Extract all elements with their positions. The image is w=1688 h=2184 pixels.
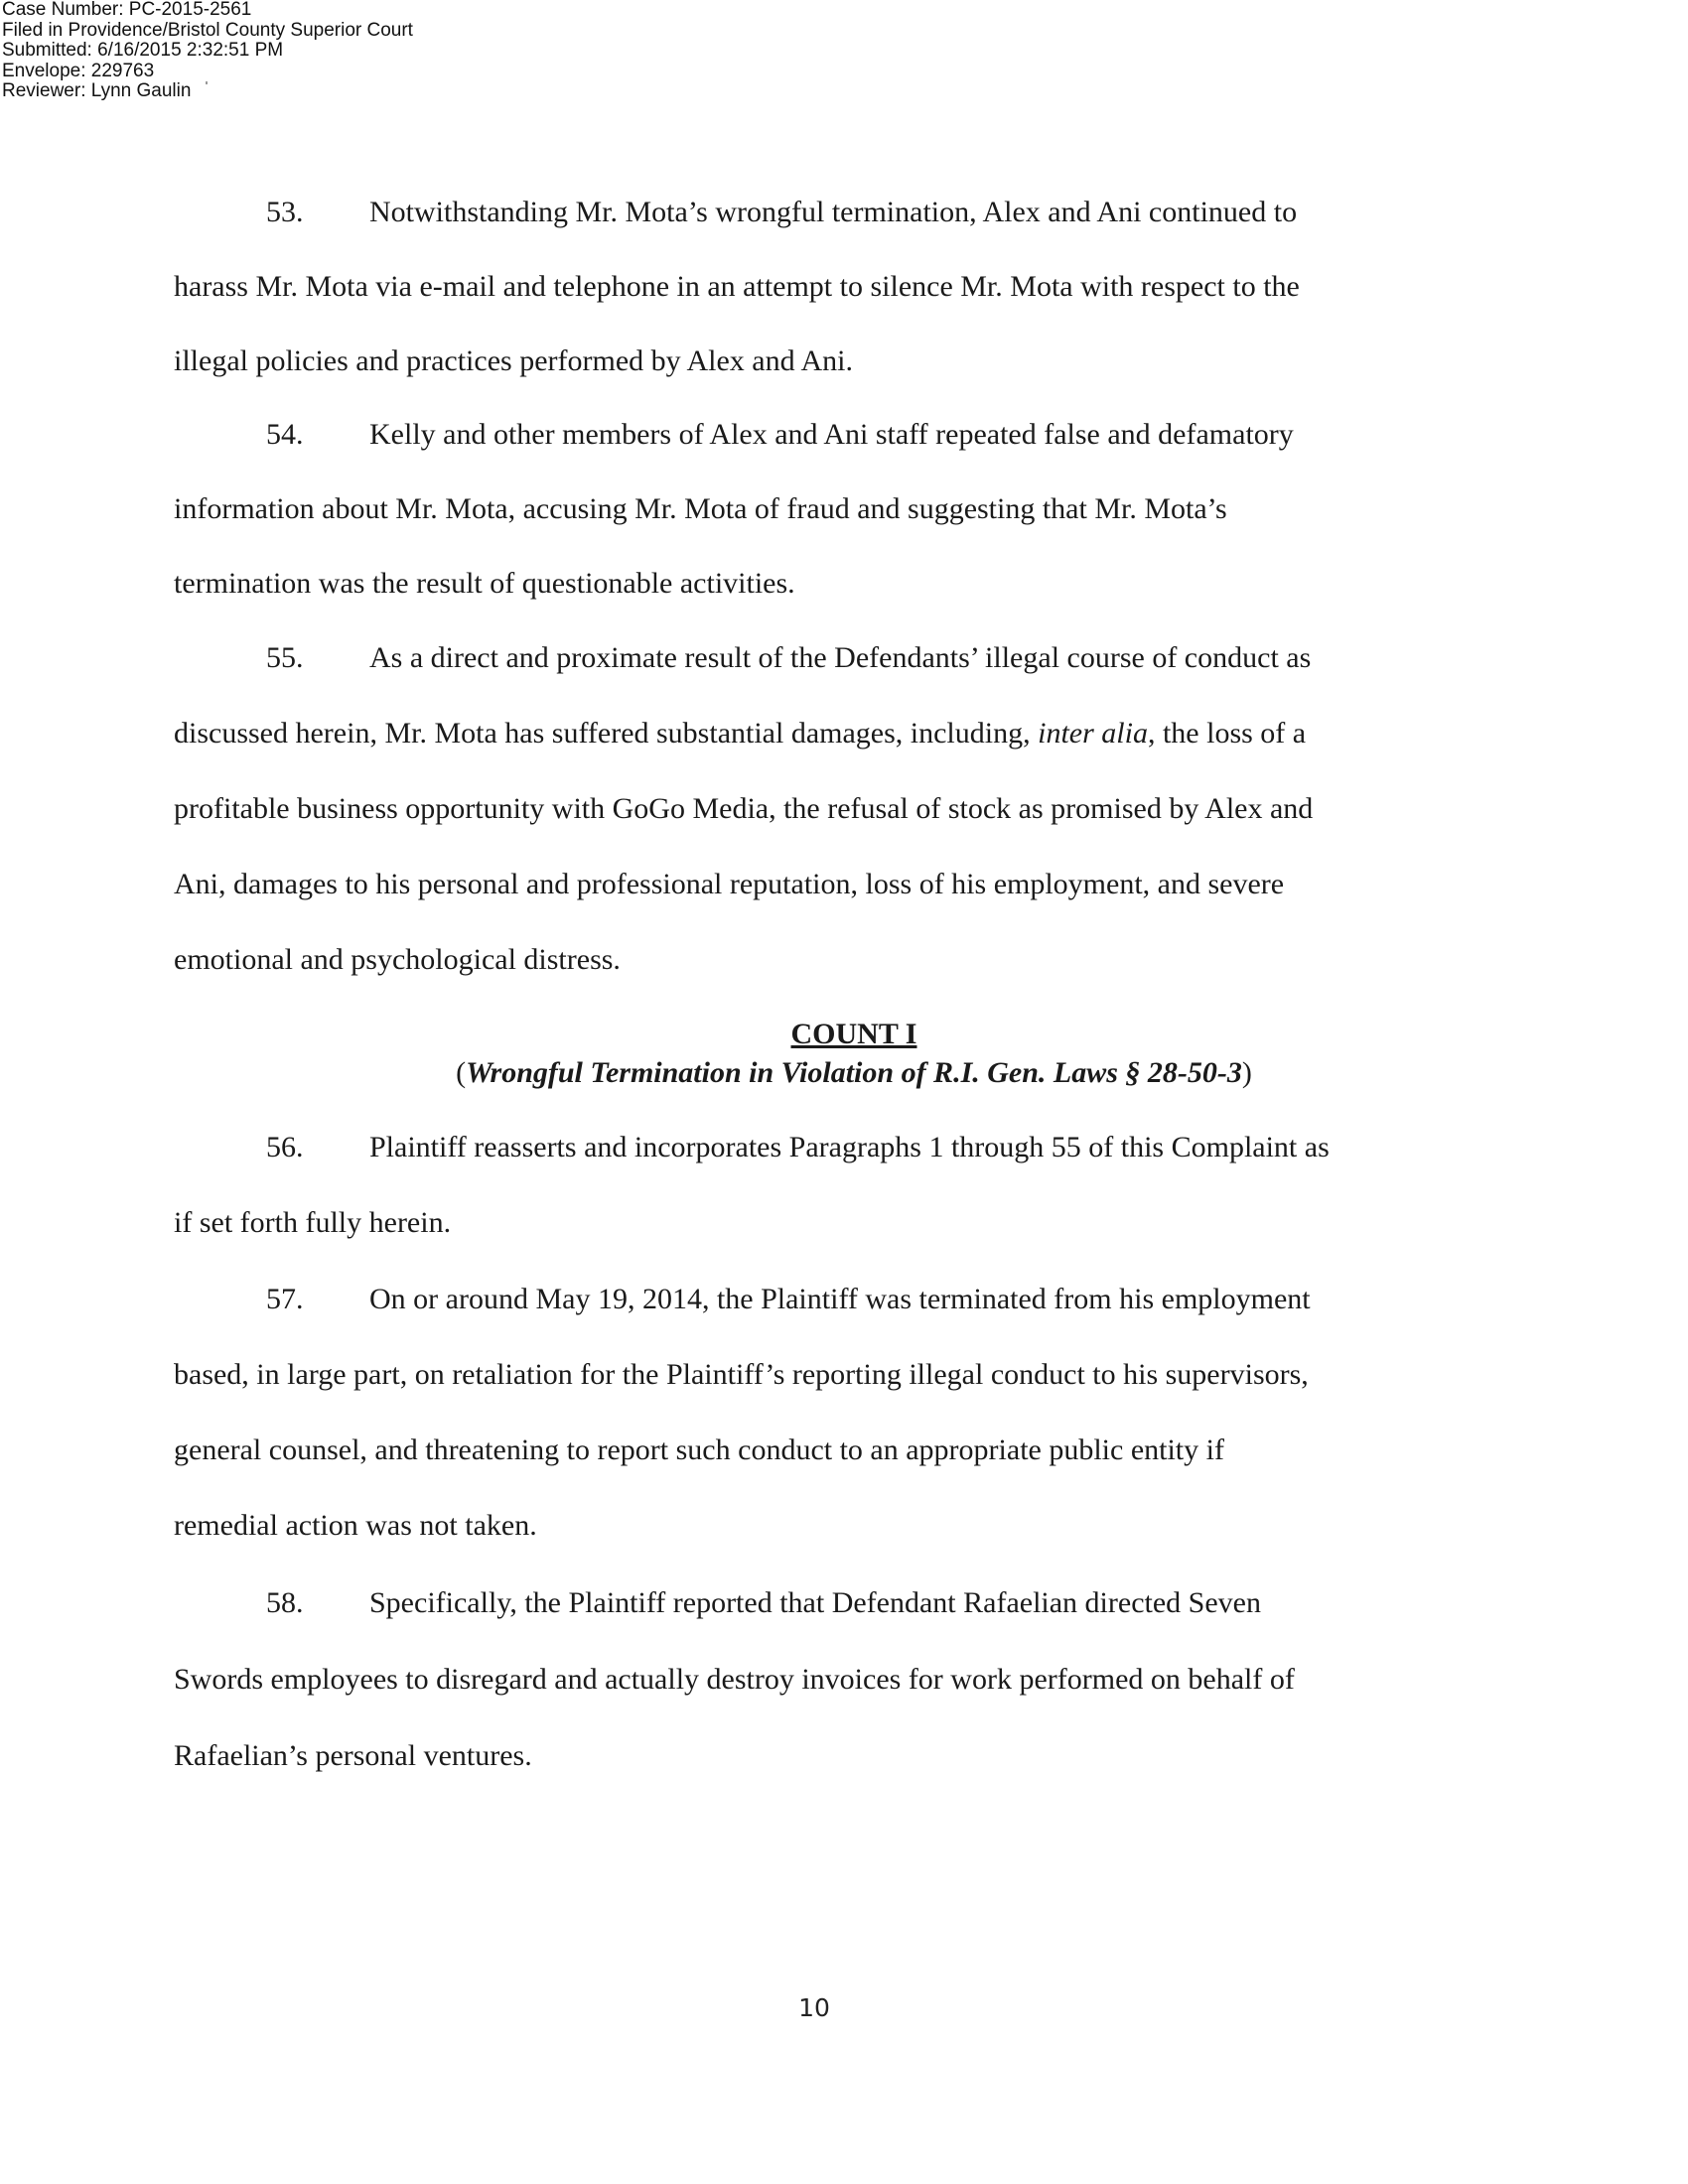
paragraph-line: Specifically, the Plaintiff reported that Defendant Rafaelian directed Seven xyxy=(369,1586,1261,1619)
paragraph-number: 56. xyxy=(266,1131,304,1163)
paragraph-line: Ani, damages to his personal and professional reputation, loss of his employment, and severe xyxy=(174,868,1285,900)
page-number: 10 xyxy=(798,1993,830,2022)
paragraph-line: based, in large part, on retaliation for the Plaintiff’s reporting illegal conduct to his supervisors, xyxy=(174,1358,1309,1391)
paragraph-number: 57. xyxy=(266,1283,304,1315)
paragraph-number: 58. xyxy=(266,1586,304,1619)
open-paren: ( xyxy=(456,1056,467,1089)
paragraph-line: emotional and psychological distress. xyxy=(174,943,621,976)
submitted-timestamp: Submitted: 6/16/2015 2:32:51 PM xyxy=(2,40,284,62)
scan-speck xyxy=(206,81,208,84)
italic-latin-phrase: inter alia xyxy=(1038,717,1148,750)
paragraph-line: if set forth fully herein. xyxy=(174,1206,452,1239)
count-title xyxy=(10,1017,1688,1052)
reviewer-name: Reviewer: Lynn Gaulin xyxy=(2,80,192,102)
count-title-text: COUNT I xyxy=(790,1018,917,1050)
paragraph-line: harass Mr. Mota via e-mail and telephone in an attempt to silence Mr. Mota with respect to the xyxy=(174,270,1300,303)
close-paren: ) xyxy=(1241,1056,1252,1089)
count-subtitle xyxy=(10,1055,1688,1091)
paragraph-line: illegal policies and practices performed by Alex and Ani. xyxy=(174,344,853,377)
envelope-number: Envelope: 229763 xyxy=(2,60,155,81)
paragraph-number: 54. xyxy=(266,418,304,451)
case-number: Case Number: PC-2015-2561 xyxy=(2,0,252,20)
filed-in-court: Filed in Providence/Bristol County Superior Court xyxy=(2,19,413,41)
paragraph-line: Swords employees to disregard and actually destroy invoices for work performed on behalf of xyxy=(174,1663,1295,1696)
paragraph-line: profitable business opportunity with GoGo Media, the refusal of stock as promised by Alex and xyxy=(174,792,1314,825)
paragraph-number: 53. xyxy=(266,196,304,228)
paragraph-line: termination was the result of questionable activities. xyxy=(174,567,795,600)
paragraph-line: Plaintiff reasserts and incorporates Paragraphs 1 through 55 of this Complaint as xyxy=(369,1131,1330,1163)
filing-stamp-header xyxy=(2,0,413,102)
paragraph-line: Kelly and other members of Alex and Ani staff repeated false and defamatory xyxy=(369,418,1294,451)
paragraph-line: As a direct and proximate result of the Defendants’ illegal course of conduct as xyxy=(369,641,1312,674)
paragraph-line: Rafaelian’s personal ventures. xyxy=(174,1739,532,1772)
paragraph-line: general counsel, and threatening to report such conduct to an appropriate public entity if xyxy=(174,1433,1224,1466)
count-subtitle-text: Wrongful Termination in Violation of R.I. Gen. Laws § 28-50-3 xyxy=(466,1056,1242,1089)
paragraph-line: information about Mr. Mota, accusing Mr. Mota of fraud and suggesting that Mr. Mota’s xyxy=(174,492,1227,525)
paragraph-line xyxy=(174,716,1306,751)
paragraph-line: On or around May 19, 2014, the Plaintiff was terminated from his employment xyxy=(369,1283,1311,1315)
paragraph-line-text: , the loss of a xyxy=(1147,717,1307,750)
paragraph-line: Notwithstanding Mr. Mota’s wrongful termination, Alex and Ani continued to xyxy=(369,196,1298,228)
paragraph-line: remedial action was not taken. xyxy=(174,1509,537,1542)
paragraph-number: 55. xyxy=(266,641,304,674)
paragraph-line-text: discussed herein, Mr. Mota has suffered substantial damages, including, xyxy=(174,717,1039,750)
